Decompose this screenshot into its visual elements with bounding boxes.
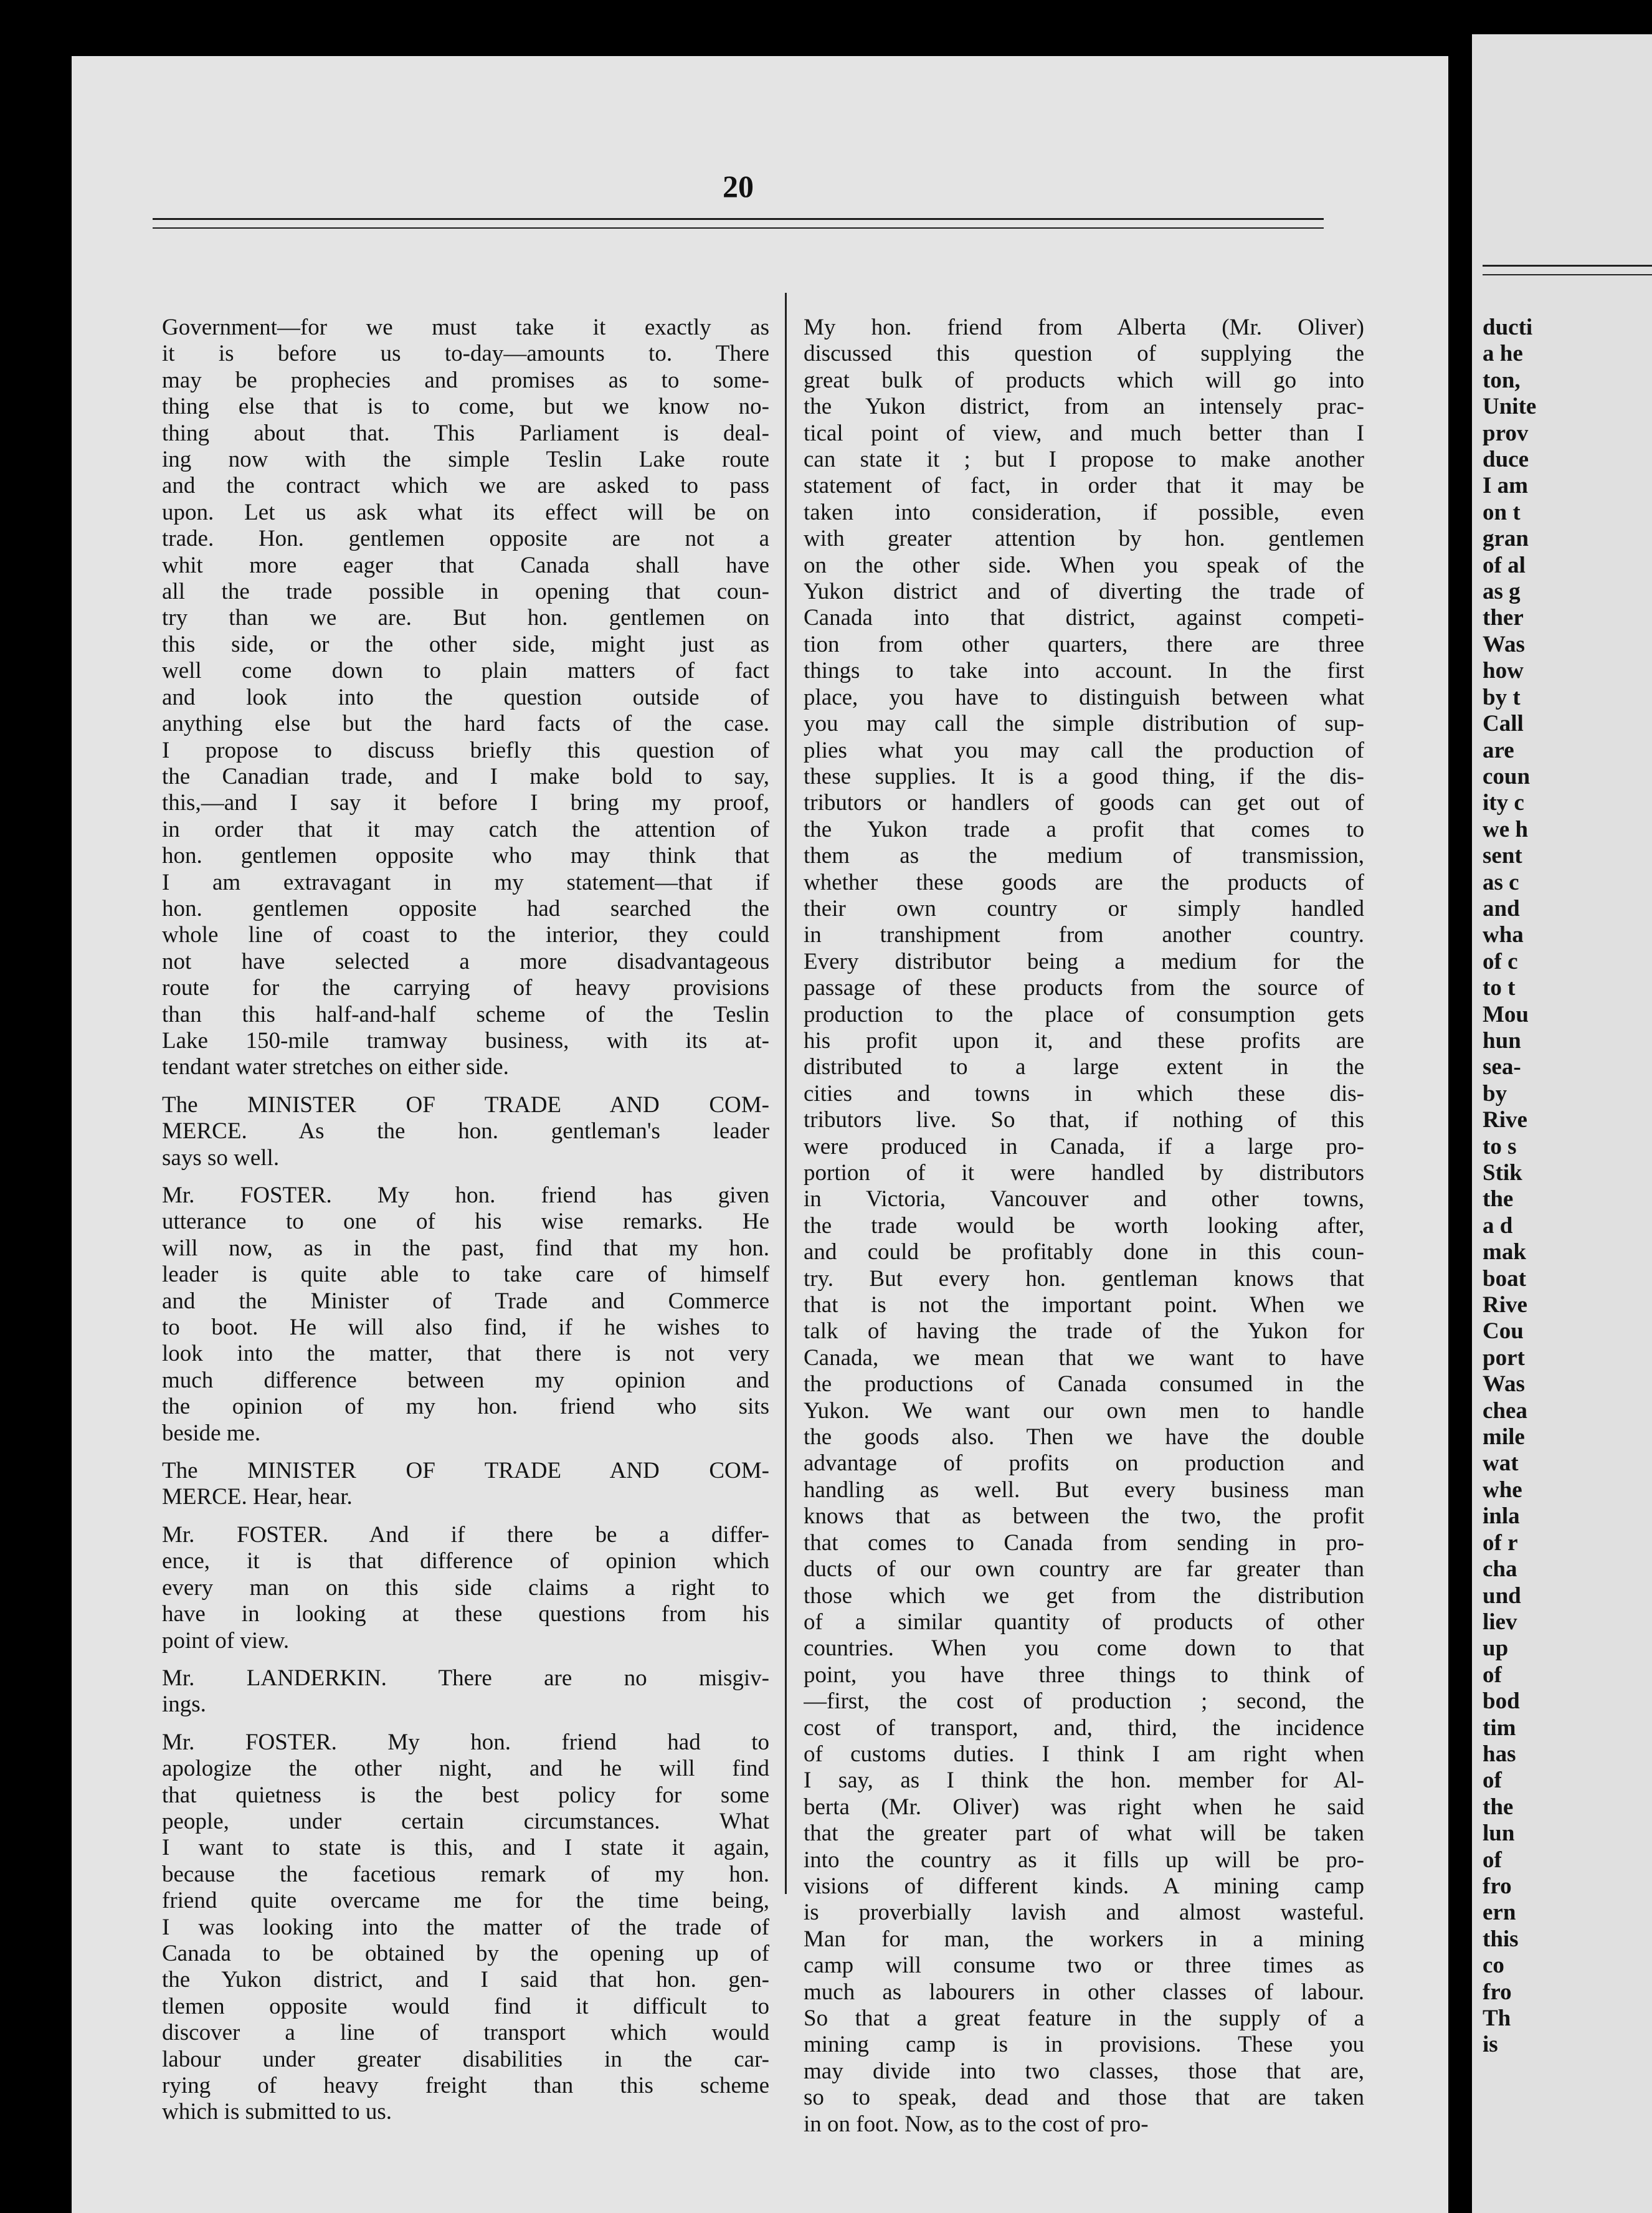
text-line: thing about that. This Parliament is deal- bbox=[162, 420, 769, 446]
facing-page-fragment: fro bbox=[1483, 1979, 1512, 2005]
facing-page-fragment: ity c bbox=[1483, 790, 1524, 816]
facing-page-fragment: of al bbox=[1483, 552, 1526, 578]
text-line: passage of these products from the source of bbox=[804, 975, 1364, 1001]
text-line: plies what you may call the production of bbox=[804, 737, 1364, 763]
text-line: knows that as between the two, the profit bbox=[804, 1503, 1364, 1530]
facing-page-fragment: whe bbox=[1483, 1477, 1522, 1503]
facing-page-fragment: boat bbox=[1483, 1265, 1526, 1292]
text-line: in order that it may catch the attention of bbox=[162, 816, 769, 842]
paragraph-gap bbox=[162, 1171, 769, 1183]
header-rule bbox=[153, 218, 1324, 220]
text-line: countries. When you come down to that bbox=[804, 1635, 1364, 1662]
text-line: Man for man, the workers in a mining bbox=[804, 1926, 1364, 1952]
facing-page-fragment: Th bbox=[1483, 2006, 1511, 2031]
facing-page-fragment: ern bbox=[1483, 1900, 1516, 1926]
text-line: tendant water stretches on either side. bbox=[162, 1054, 509, 1080]
text-line: tlemen opposite would find it difficult to bbox=[162, 1993, 769, 2019]
text-line: these supplies. It is a good thing, if the dis- bbox=[804, 763, 1364, 789]
text-line: into the country as it fills up will be pro- bbox=[804, 1847, 1364, 1873]
text-line: Yukon. We want our own men to handle bbox=[804, 1397, 1364, 1424]
paragraph-gap bbox=[162, 1081, 769, 1092]
facing-page-fragment: hun bbox=[1483, 1027, 1521, 1054]
text-line: and could be profitably done in this coun- bbox=[804, 1239, 1364, 1265]
facing-page-fragment: has bbox=[1483, 1741, 1516, 1767]
text-line: I am extravagant in my statement—that if bbox=[162, 869, 769, 895]
text-line: try. But every hon. gentleman knows that bbox=[804, 1265, 1364, 1292]
text-line: rying of heavy freight than this scheme bbox=[162, 2073, 769, 2098]
facing-page-fragment: duce bbox=[1483, 447, 1529, 473]
text-line: and the contract which we are asked to pass bbox=[162, 473, 769, 499]
text-line: MERCE. As the hon. gentleman's leader bbox=[162, 1118, 769, 1145]
text-line: tion from other quarters, there are three bbox=[804, 631, 1364, 657]
facing-page-rule bbox=[1483, 265, 1652, 267]
text-line: were produced in Canada, if a large pro- bbox=[804, 1133, 1364, 1159]
facing-page-fragment: lun bbox=[1483, 1820, 1515, 1847]
facing-page-fragment: mak bbox=[1483, 1239, 1526, 1265]
text-line: people, under certain circumstances. What bbox=[162, 1808, 769, 1834]
facing-page-fragment: on t bbox=[1483, 499, 1521, 525]
text-line: that quietness is the best policy for some bbox=[162, 1782, 769, 1808]
text-line: thing else that is to come, but we know no- bbox=[162, 394, 769, 420]
facing-page-fragment: of bbox=[1483, 1847, 1502, 1873]
facing-page-fragment: the bbox=[1483, 1794, 1514, 1820]
facing-page-fragment: inla bbox=[1483, 1503, 1520, 1530]
facing-page-fragment: as g bbox=[1483, 579, 1521, 605]
facing-page-fragment: wat bbox=[1483, 1450, 1519, 1477]
text-line: great bulk of products which will go into bbox=[804, 367, 1364, 393]
text-line: well come down to plain matters of fact bbox=[162, 658, 769, 684]
text-line: the trade would be worth looking after, bbox=[804, 1212, 1364, 1239]
facing-page-fragment: a d bbox=[1483, 1212, 1513, 1239]
text-line: I say, as I think the hon. member for Al- bbox=[804, 1768, 1364, 1794]
text-line: My hon. friend from Alberta (Mr. Oliver) bbox=[804, 315, 1364, 340]
text-line: on the other side. When you speak of the bbox=[804, 552, 1364, 578]
facing-page-fragment: up bbox=[1483, 1635, 1509, 1662]
facing-page-fragment: of bbox=[1483, 1662, 1502, 1688]
text-line: Government—for we must take it exactly as bbox=[162, 315, 769, 340]
text-line: upon. Let us ask what its effect will be on bbox=[162, 499, 769, 525]
right-text-column bbox=[804, 315, 1364, 2138]
facing-page-fragment: by bbox=[1483, 1080, 1507, 1106]
facing-page-fragment: port bbox=[1483, 1344, 1525, 1371]
paragraph-gap bbox=[162, 1718, 769, 1730]
text-line: this side, or the other side, might just as bbox=[162, 631, 769, 657]
facing-page-fragment: how bbox=[1483, 658, 1524, 684]
text-line: hon. gentlemen opposite who may think that bbox=[162, 843, 769, 869]
facing-page-fragment: coun bbox=[1483, 763, 1531, 789]
text-line: not have selected a more disadvantageous bbox=[162, 948, 769, 974]
facing-page-fragment: wha bbox=[1483, 922, 1524, 948]
text-line: distributed to a large extent in the bbox=[804, 1054, 1364, 1080]
text-line: with greater attention by hon. gentlemen bbox=[804, 526, 1364, 552]
facing-page-fragment: gran bbox=[1483, 526, 1529, 552]
paragraph-gap bbox=[162, 1447, 769, 1458]
text-line: I was looking into the matter of the trade of bbox=[162, 1914, 769, 1940]
text-line: discussed this question of supplying the bbox=[804, 341, 1364, 367]
text-line: talk of having the trade of the Yukon for bbox=[804, 1318, 1364, 1344]
column-divider bbox=[785, 293, 787, 1894]
text-line: of a similar quantity of products of other bbox=[804, 1609, 1364, 1635]
text-line: labour under greater disabilities in the car- bbox=[162, 2046, 769, 2072]
text-line: in on foot. Now, as to the cost of pro- bbox=[804, 2111, 1149, 2137]
left-text-column bbox=[162, 315, 769, 2126]
text-line: the Yukon district, from an intensely prac- bbox=[804, 394, 1364, 420]
text-line: have in looking at these questions from his bbox=[162, 1601, 769, 1627]
text-line: the opinion of my hon. friend who sits bbox=[162, 1394, 769, 1420]
text-line: berta (Mr. Oliver) was right when he said bbox=[804, 1794, 1364, 1820]
text-line: whole line of coast to the interior, they could bbox=[162, 922, 769, 948]
text-line: Canada, we mean that we want to have bbox=[804, 1344, 1364, 1371]
facing-page-fragment: I am bbox=[1483, 473, 1528, 499]
text-line: and look into the question outside of bbox=[162, 684, 769, 710]
facing-page-fragment: Was bbox=[1483, 631, 1525, 657]
text-line: cities and towns in which these dis- bbox=[804, 1080, 1364, 1106]
text-line: production to the place of consumption gets bbox=[804, 1001, 1364, 1027]
facing-page-fragment: we h bbox=[1483, 816, 1528, 842]
text-line: that is not the important point. When we bbox=[804, 1292, 1364, 1318]
text-line: I propose to discuss briefly this question of bbox=[162, 737, 769, 763]
facing-page-fragment: of bbox=[1483, 1768, 1502, 1794]
text-line: route for the carrying of heavy provisions bbox=[162, 975, 769, 1001]
text-line: Canada to be obtained by the opening up of bbox=[162, 1940, 769, 1966]
text-line: may be prophecies and promises as to some- bbox=[162, 367, 769, 393]
text-line: than this half-and-half scheme of the Teslin bbox=[162, 1001, 769, 1027]
text-line: MERCE. Hear, hear. bbox=[162, 1484, 353, 1510]
facing-page-fragment: to s bbox=[1483, 1133, 1517, 1159]
text-line: visions of different kinds. A mining camp bbox=[804, 1873, 1364, 1899]
facing-page-fragment: sea- bbox=[1483, 1054, 1521, 1080]
facing-page-fragment: Mou bbox=[1483, 1001, 1529, 1027]
text-line: tributors live. So that, if nothing of this bbox=[804, 1107, 1364, 1133]
facing-page-fragment: and bbox=[1483, 895, 1520, 921]
facing-page-fragment: Stik bbox=[1483, 1160, 1522, 1186]
text-line: The MINISTER OF TRADE AND COM- bbox=[162, 1458, 769, 1484]
facing-page-fragment: mile bbox=[1483, 1424, 1525, 1450]
text-line: ing now with the simple Teslin Lake route bbox=[162, 447, 769, 473]
text-line: Mr. FOSTER. My hon. friend had to bbox=[162, 1729, 769, 1755]
facing-page-fragment: to t bbox=[1483, 975, 1516, 1001]
facing-page-fragment: of c bbox=[1483, 948, 1518, 974]
facing-page-fragment: a he bbox=[1483, 341, 1523, 367]
text-line: it is before us to-day—amounts to. There bbox=[162, 341, 769, 367]
facing-page-fragment: Unite bbox=[1483, 394, 1537, 420]
text-line: Canada into that district, against competi- bbox=[804, 605, 1364, 631]
facing-page-fragment: und bbox=[1483, 1582, 1521, 1609]
text-line: ings. bbox=[162, 1692, 206, 1718]
text-line: can state it ; but I propose to make another bbox=[804, 447, 1364, 473]
text-line: of customs duties. I think I am right when bbox=[804, 1741, 1364, 1767]
text-line: statement of fact, in order that it may be bbox=[804, 473, 1364, 499]
text-line: Mr. FOSTER. And if there be a differ- bbox=[162, 1521, 769, 1548]
text-line: anything else but the hard facts of the case. bbox=[162, 711, 769, 737]
facing-page-fragment: fro bbox=[1483, 1873, 1512, 1899]
text-line: tributors or handlers of goods can get out of bbox=[804, 790, 1364, 816]
facing-page-fragment: are bbox=[1483, 737, 1514, 763]
text-line: Lake 150-mile tramway business, with its at- bbox=[162, 1027, 769, 1054]
facing-page-fragment: Call bbox=[1483, 711, 1524, 737]
text-line: friend quite overcame me for the time being, bbox=[162, 1888, 769, 1914]
text-line: his profit upon it, and these profits are bbox=[804, 1027, 1364, 1054]
text-line: look into the matter, that there is not very bbox=[162, 1341, 769, 1367]
text-line: beside me. bbox=[162, 1420, 261, 1446]
text-line: try than we are. But hon. gentlemen on bbox=[162, 605, 769, 631]
facing-page-fragment: Rive bbox=[1483, 1292, 1527, 1318]
text-line: in transhipment from another country. bbox=[804, 922, 1364, 948]
text-line: discover a line of transport which would bbox=[162, 2020, 769, 2046]
text-line: which is submitted to us. bbox=[162, 2099, 392, 2125]
text-line: the Canadian trade, and I make bold to say, bbox=[162, 763, 769, 789]
text-line: those which we get from the distribution bbox=[804, 1582, 1364, 1609]
text-line: much difference between my opinion and bbox=[162, 1367, 769, 1393]
facing-page-fragment: ton, bbox=[1483, 367, 1521, 393]
text-line: the Yukon district, and I said that hon. gen- bbox=[162, 1967, 769, 1993]
page-number: 20 bbox=[723, 169, 754, 204]
text-line: taken into consideration, if possible, even bbox=[804, 499, 1364, 525]
facing-page-fragment: by t bbox=[1483, 684, 1521, 710]
text-line: all the trade possible in opening that coun- bbox=[162, 579, 769, 605]
text-line: things to take into account. In the first bbox=[804, 658, 1364, 684]
text-line: handling as well. But every business man bbox=[804, 1477, 1364, 1503]
text-line: the productions of Canada consumed in the bbox=[804, 1371, 1364, 1397]
text-line: whit more eager that Canada shall have bbox=[162, 552, 769, 578]
text-line: place, you have to distinguish between what bbox=[804, 684, 1364, 710]
text-line: to boot. He will also find, if he wishes to bbox=[162, 1315, 769, 1341]
text-line: and the Minister of Trade and Commerce bbox=[162, 1288, 769, 1314]
text-line: tical point of view, and much better than I bbox=[804, 420, 1364, 446]
text-line: The MINISTER OF TRADE AND COM- bbox=[162, 1092, 769, 1118]
facing-page-fragment: is bbox=[1483, 2032, 1498, 2058]
text-line: much as labourers in other classes of labour. bbox=[804, 1979, 1364, 2005]
header-rule-thin bbox=[153, 227, 1324, 229]
text-line: whether these goods are the products of bbox=[804, 869, 1364, 895]
facing-page-fragment: Was bbox=[1483, 1371, 1525, 1397]
facing-page-fragment: the bbox=[1483, 1186, 1514, 1212]
text-line: —first, the cost of production ; second, the bbox=[804, 1688, 1364, 1715]
facing-page-fragment: ducti bbox=[1483, 315, 1533, 340]
text-line: says so well. bbox=[162, 1145, 280, 1171]
text-line: portion of it were handled by distributors bbox=[804, 1160, 1364, 1186]
text-line: you may call the simple distribution of sup- bbox=[804, 711, 1364, 737]
text-line: I want to state is this, and I state it again, bbox=[162, 1835, 769, 1861]
text-line: because the facetious remark of my hon. bbox=[162, 1861, 769, 1887]
text-line: will now, as in the past, find that my hon. bbox=[162, 1235, 769, 1261]
text-line: hon. gentlemen opposite had searched the bbox=[162, 895, 769, 921]
text-line: point of view. bbox=[162, 1627, 290, 1654]
text-line: Mr. FOSTER. My hon. friend has given bbox=[162, 1183, 769, 1208]
text-line: them as the medium of transmission, bbox=[804, 843, 1364, 869]
text-line: mining camp is in provisions. These you bbox=[804, 2032, 1364, 2058]
text-line: this,—and I say it before I bring my proof, bbox=[162, 790, 769, 816]
text-line: every man on this side claims a right to bbox=[162, 1574, 769, 1601]
text-line: the goods also. Then we have the double bbox=[804, 1424, 1364, 1450]
facing-page-fragment: sent bbox=[1483, 843, 1522, 869]
facing-page-fragment: chea bbox=[1483, 1397, 1527, 1424]
facing-page-fragment: Rive bbox=[1483, 1107, 1527, 1133]
book-gutter bbox=[1448, 0, 1472, 2213]
text-line: leader is quite able to take care of himself bbox=[162, 1262, 769, 1288]
text-line: in Victoria, Vancouver and other towns, bbox=[804, 1186, 1364, 1212]
text-line: trade. Hon. gentlemen opposite are not a bbox=[162, 526, 769, 552]
text-line: ducts of our own country are far greater than bbox=[804, 1556, 1364, 1582]
text-line: their own country or simply handled bbox=[804, 895, 1364, 921]
facing-page-fragment: of r bbox=[1483, 1530, 1518, 1556]
paragraph-gap bbox=[162, 1511, 769, 1522]
facing-page-fragment: co bbox=[1483, 1953, 1504, 1979]
paragraph-gap bbox=[162, 1654, 769, 1665]
text-line: So that a great feature in the supply of a bbox=[804, 2006, 1364, 2031]
text-line: Every distributor being a medium for the bbox=[804, 948, 1364, 974]
facing-page-fragment: this bbox=[1483, 1926, 1519, 1952]
facing-page-fragment: tim bbox=[1483, 1715, 1516, 1741]
text-line: camp will consume two or three times as bbox=[804, 1953, 1364, 1979]
text-line: apologize the other night, and he will find bbox=[162, 1756, 769, 1782]
facing-page-fragment: bod bbox=[1483, 1688, 1520, 1715]
text-line: Mr. LANDERKIN. There are no misgiv- bbox=[162, 1665, 769, 1691]
facing-page-fragment: Cou bbox=[1483, 1318, 1524, 1344]
text-line: utterance to one of his wise remarks. He bbox=[162, 1209, 769, 1235]
text-line: Yukon district and of diverting the trade of bbox=[804, 579, 1364, 605]
text-line: is proverbially lavish and almost wasteful. bbox=[804, 1900, 1364, 1926]
facing-page-fragment: liev bbox=[1483, 1609, 1517, 1635]
text-line: ence, it is that difference of opinion which bbox=[162, 1548, 769, 1574]
facing-page-fragment: as c bbox=[1483, 869, 1519, 895]
facing-page-text-fragments bbox=[1483, 315, 1652, 2058]
text-line: advantage of profits on production and bbox=[804, 1450, 1364, 1477]
text-line: cost of transport, and, third, the incidence bbox=[804, 1715, 1364, 1741]
text-line: so to speak, dead and those that are taken bbox=[804, 2085, 1364, 2111]
facing-page-fragment: ther bbox=[1483, 605, 1524, 631]
text-line: the Yukon trade a profit that comes to bbox=[804, 816, 1364, 842]
facing-page-fragment: prov bbox=[1483, 420, 1529, 446]
facing-page-rule-thin bbox=[1483, 274, 1652, 275]
facing-page-fragment: cha bbox=[1483, 1556, 1517, 1582]
text-line: that comes to Canada from sending in pro- bbox=[804, 1530, 1364, 1556]
text-line: point, you have three things to think of bbox=[804, 1662, 1364, 1688]
text-line: may divide into two classes, those that are, bbox=[804, 2058, 1364, 2084]
text-line: that the greater part of what will be taken bbox=[804, 1820, 1364, 1847]
